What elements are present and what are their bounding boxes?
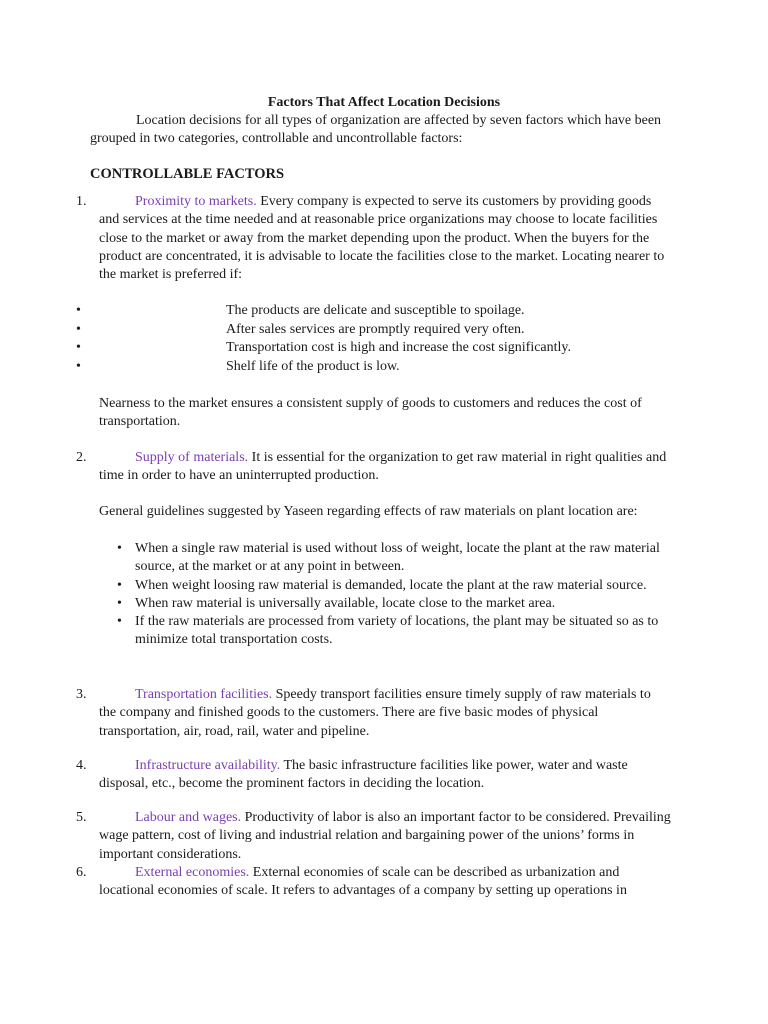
list-item	[0, 321, 768, 340]
list-item-text: The products are delicate and susceptible to spoilage.	[226, 303, 525, 318]
nearness-paragraph: Nearness to the market ensures a consistent supply of goods to customers and reduces the cost of transportation.	[99, 396, 642, 430]
list-item	[0, 540, 768, 577]
list-item	[0, 358, 768, 377]
item-number: 6.	[76, 865, 87, 880]
list-item	[0, 577, 768, 595]
item-number: 1.	[76, 194, 87, 209]
list-item-text: When weight loosing raw material is demanded, locate the plant at the raw material source.	[135, 577, 647, 593]
bullet-icon: •	[117, 595, 122, 611]
item-body	[99, 757, 671, 794]
item-number: 2.	[76, 450, 87, 465]
item-number: 4.	[76, 758, 87, 773]
market-bullet-list	[0, 302, 768, 376]
item-heading: Transportation facilities.	[135, 687, 273, 702]
bullet-icon: •	[76, 340, 81, 356]
item-heading: Labour and wages.	[135, 810, 242, 825]
item-body	[99, 449, 671, 486]
bullet-icon: •	[76, 358, 81, 374]
list-item-text: When a single raw material is used without loss of weight, locate the plant at the raw material source, at the market or at any point in between.	[135, 541, 660, 575]
document-title: Factors That Affect Location Decisions	[267, 95, 501, 110]
item-number: 3.	[76, 687, 87, 702]
list-item-text: After sales services are promptly required very often.	[226, 321, 525, 337]
item-text: Every company is expected to serve its customers by providing goods and services at the time needed and at reasonable price organizations may choose to locate facilities close to the market or away from the market depending upon the product. When the buyers for the product are concentrated, it is advisable to locate the facilities close to the market. Locating nearer to the market is preferred if:	[99, 194, 665, 283]
list-item	[0, 339, 768, 358]
list-item-text: When raw material is universally available, locate close to the market area.	[135, 595, 556, 611]
section-heading: CONTROLLABLE FACTORS	[90, 166, 285, 182]
item-heading: Supply of materials.	[135, 450, 249, 465]
intro-paragraph	[90, 112, 670, 149]
list-item	[0, 302, 768, 321]
item-heading: Proximity to markets.	[135, 194, 257, 209]
guidelines-paragraph: General guidelines suggested by Yaseen regarding effects of raw materials on plant location are:	[99, 504, 638, 519]
list-item-text: If the raw materials are processed from variety of locations, the plant may be situated so as to minimize total transportation costs.	[135, 614, 659, 648]
item-text: Speedy transport facilities ensure timely supply of raw materials to the company and finished goods to the customers. There are five basic modes of physical transportation, air, road, rail, water and pipeline.	[99, 687, 651, 739]
list-item-text: Shelf life of the product is low.	[226, 358, 400, 374]
item-text: Productivity of labor is also an important factor to be considered. Prevailing wage pattern, cost of living and industrial relation and bargaining power of the unions’ forms in important considerations.	[99, 810, 671, 862]
bullet-icon: •	[117, 614, 122, 630]
item-text: External economies of scale can be described as urbanization and locational economies of scale. It refers to advantages of a company by setting up operations in	[99, 865, 627, 899]
item-heading: Infrastructure availability.	[135, 758, 281, 773]
item-body	[99, 686, 671, 741]
item-text: It is essential for the organization to get raw material in right qualities and time in order to have an uninterrupted production.	[99, 450, 667, 484]
bullet-icon: •	[117, 541, 122, 556]
bullet-icon: •	[76, 321, 81, 337]
item-body	[99, 193, 671, 284]
item-heading: External economies.	[135, 865, 250, 880]
list-item	[0, 613, 768, 650]
item-body	[99, 809, 671, 864]
list-item	[0, 595, 768, 613]
intro-text: Location decisions for all types of organization are affected by seven factors which have been grouped in two categories, controllable and uncontrollable factors:	[90, 113, 662, 147]
list-item-text: Transportation cost is high and increase the cost significantly.	[226, 340, 572, 356]
material-bullet-list	[0, 540, 768, 650]
item-body	[99, 864, 671, 901]
bullet-icon: •	[76, 303, 81, 318]
item-text: The basic infrastructure facilities like power, water and waste disposal, etc., become the prominent factors in deciding the location.	[99, 758, 628, 792]
item-number: 5.	[76, 810, 87, 825]
bullet-icon: •	[117, 577, 122, 593]
